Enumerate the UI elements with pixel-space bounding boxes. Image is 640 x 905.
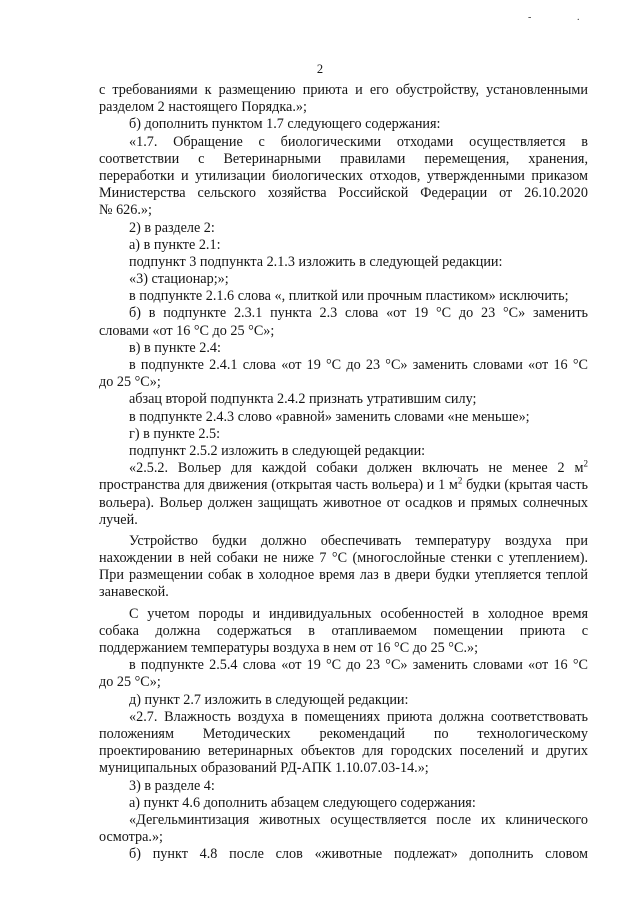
line-text: до 25 °С»; — [99, 374, 161, 391]
line-text: а) в пункте 2.1: — [129, 236, 221, 253]
text-line — [99, 99, 588, 116]
line-text: г) в пункте 2.5: — [129, 425, 221, 442]
text-line — [99, 168, 588, 185]
document-body — [99, 82, 588, 863]
text-line — [99, 323, 588, 340]
line-text: б) пункт 4.8 после слов «животные подлежат» дополнить словом — [129, 846, 588, 863]
line-text: абзац второй подпункта 2.4.2 признать утратившим силу; — [129, 391, 477, 408]
text-line — [99, 760, 588, 777]
line-text: подпункт 2.5.2 изложить в следующей редакции: — [129, 442, 426, 459]
text-line — [99, 288, 588, 305]
text-line — [99, 151, 588, 168]
line-text: муниципальных образований РД-АПК 1.10.07.03-14.»; — [99, 760, 429, 777]
text-line — [99, 340, 588, 357]
text-line — [99, 640, 588, 657]
line-text: в подпункте 2.5.4 слова «от 19 °С до 23 °С» заменить словами «от 16 °С — [129, 657, 588, 674]
text-line — [99, 477, 588, 494]
text-line — [99, 220, 588, 237]
line-text: «2.7. Влажность воздуха в помещениях приюта должна соответствовать — [129, 708, 588, 725]
text-line — [99, 584, 588, 601]
line-text: с требованиями к размещению приюта и его обустройству, установленными — [99, 82, 588, 98]
scan-mark: . — [577, 12, 580, 23]
text-line — [99, 726, 588, 743]
text-line — [99, 305, 588, 322]
text-line — [99, 409, 588, 426]
text-line — [99, 116, 588, 133]
text-line — [99, 550, 588, 567]
line-text: «3) стационар;»; — [129, 271, 229, 288]
text-line — [99, 374, 588, 391]
text-line — [99, 254, 588, 271]
text-line — [99, 795, 588, 812]
text-line — [99, 778, 588, 795]
line-text: осмотра.»; — [99, 829, 163, 846]
line-text: Министерства сельского хозяйства Российской Федерации от 26.10.2020 — [99, 185, 588, 202]
line-text: «1.7. Обращение с биологическими отходами осуществляется в — [129, 133, 588, 150]
line-text: переработки и утилизации биологических отходов, утвержденными приказом — [99, 167, 588, 184]
text-line — [99, 567, 588, 584]
superscript: 2 — [583, 458, 588, 469]
line-text: разделом 2 настоящего Порядка.»; — [99, 99, 307, 116]
line-text: положениям Методических рекомендаций по технологическому — [99, 725, 588, 742]
text-line — [99, 443, 588, 460]
line-text: соответствии с Ветеринарными правилами перемещения, хранения, — [99, 150, 588, 167]
line-text: поддержанием температуры воздуха в нем от 16 °С до 25 °С.»; — [99, 640, 479, 656]
line-text: «Дегельминтизация животных осуществляется после их клинического — [129, 811, 588, 828]
line-text: в подпункте 2.1.6 слова «, плиткой или прочным пластиком» исключить; — [129, 288, 569, 305]
line-text: д) пункт 2.7 изложить в следующей редакции: — [129, 691, 409, 708]
text-line — [99, 460, 588, 477]
line-text: занавеской. — [99, 584, 169, 601]
text-line — [99, 495, 588, 512]
line-text: б) дополнить пунктом 1.7 следующего содержания: — [129, 116, 441, 133]
text-line — [99, 185, 588, 202]
text-line — [99, 829, 588, 846]
text-line — [99, 606, 588, 623]
line-text: вольера). Вольер должен защищать животное от осадков и прямых солнечных — [99, 494, 588, 511]
text-line — [99, 357, 588, 374]
text-line — [99, 271, 588, 288]
text-line — [99, 426, 588, 443]
text-line — [99, 391, 588, 408]
line-text: в подпункте 2.4.3 слово «равной» заменить словами «не меньше»; — [129, 408, 530, 425]
line-text: «2.5.2. Вольер для каждой собаки должен включать не менее 2 м — [129, 460, 584, 477]
line-text: в) в пункте 2.4: — [129, 339, 221, 356]
page-number: 2 — [316, 62, 324, 76]
text-line — [99, 512, 588, 529]
line-text: 3) в разделе 4: — [129, 777, 215, 794]
line-text: лучей. — [99, 511, 138, 528]
text-line — [99, 674, 588, 691]
text-line — [99, 812, 588, 829]
line-text: а) пункт 4.6 дополнить абзацем следующего содержания: — [129, 794, 476, 811]
text-line — [99, 237, 588, 254]
line-text: проектированию ветеринарных объектов для городских поселений и других — [99, 743, 588, 760]
text-line — [99, 134, 588, 151]
line-text: пространства для движения (открытая часть вольера) и 1 м — [99, 477, 458, 494]
superscript: 2 — [457, 475, 463, 486]
line-text: Устройство будки должно обеспечивать температуру воздуха при — [129, 532, 588, 549]
line-text: С учетом породы и индивидуальных особенностей в холодное время — [129, 605, 588, 622]
line-text: № 626.»; — [99, 202, 152, 219]
line-text: При размещении собак в холодное время лаз в двери будки утепляется теплой — [99, 567, 588, 584]
line-text: собака должна содержаться в отапливаемом помещении приюта с — [99, 622, 588, 639]
line-text: в подпункте 2.4.1 слова «от 19 °С до 23 °С» заменить словами «от 16 °С — [129, 357, 588, 373]
text-line — [99, 202, 588, 219]
text-line — [99, 846, 588, 863]
line-text: словами «от 16 °С до 25 °С»; — [99, 322, 275, 339]
text-line — [99, 657, 588, 674]
text-line — [99, 692, 588, 709]
text-line — [99, 82, 588, 99]
line-text: 2) в разделе 2: — [129, 219, 215, 236]
text-line — [99, 623, 588, 640]
line-text: нахождении в ней собаки не ниже 7 °С (многослойные стенки с утеплением). — [99, 550, 588, 567]
scan-mark: - — [528, 12, 532, 23]
text-line — [99, 709, 588, 726]
line-text-continued: будки (крытая часть — [462, 477, 588, 494]
line-text: б) в подпункте 2.3.1 пункта 2.3 слова «от 19 °С до 23 °С» заменить — [129, 305, 588, 322]
text-line — [99, 743, 588, 760]
line-text: до 25 °С»; — [99, 674, 161, 691]
line-text: подпункт 3 подпункта 2.1.3 изложить в следующей редакции: — [129, 253, 503, 270]
text-line — [99, 533, 588, 550]
